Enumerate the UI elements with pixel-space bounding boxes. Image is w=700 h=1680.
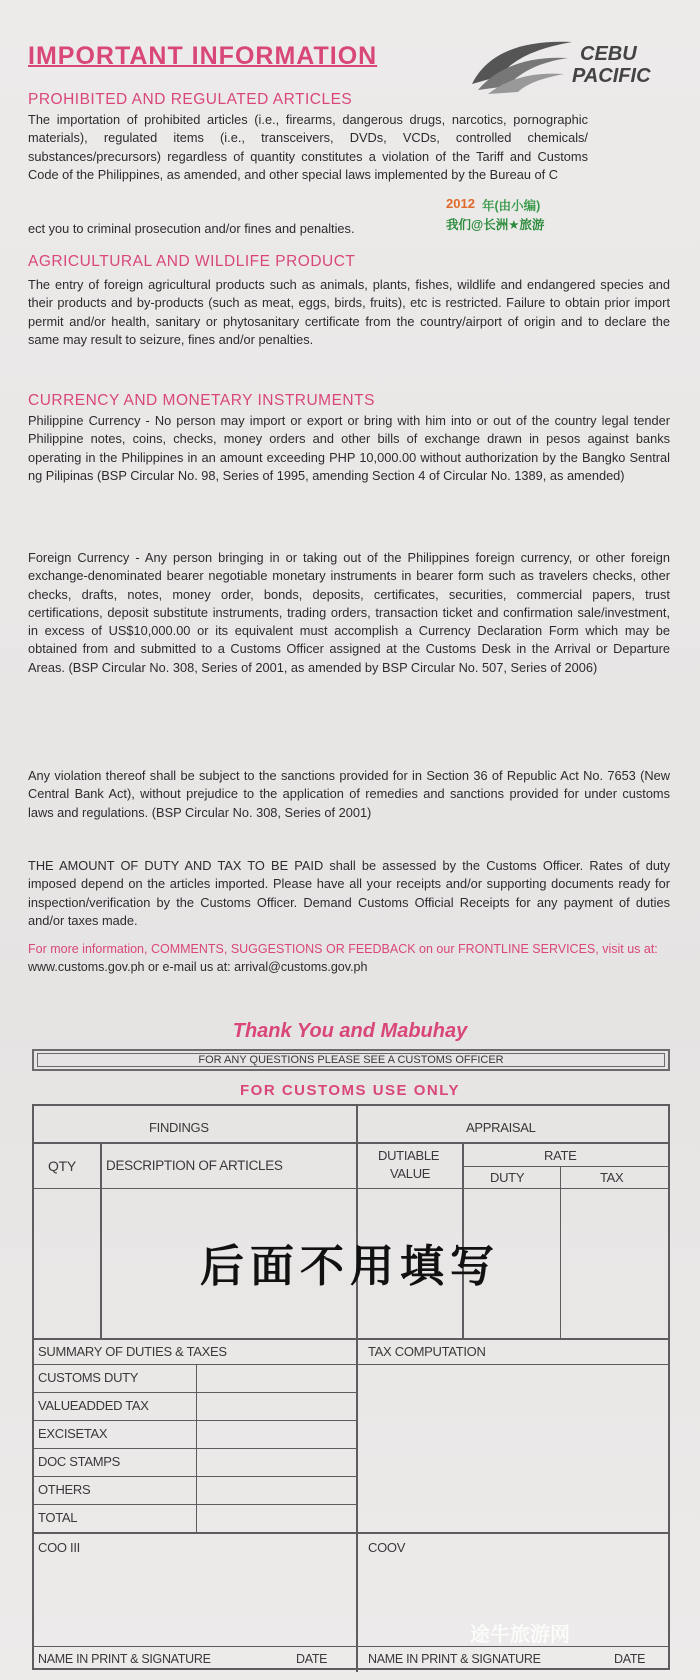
summary-row-excise-tax: EXCISETAX <box>38 1426 108 1441</box>
thank-you-line: Thank You and Mabuhay <box>232 1020 468 1042</box>
philippine-currency-body: Philippine Currency - No person may import or export or bring with him into or out of the country legal tender Philippine notes, coins, checks, money orders and other bills of exchange drawn in pesos against banks operating in the Philippines in an amount exceeding PHP 10,000.00 without authorization by the Bangko Sentral ng Pilipinas (BSP Circular No. 98, Series of 1995, amending Section 4 of Circular No. 1389, as amended) <box>28 413 670 483</box>
handwritten-year: 2012 <box>446 196 475 211</box>
summary-row-doc-stamps: DOC STAMPS <box>38 1454 120 1469</box>
description-header: DESCRIPTION OF ARTICLES <box>106 1158 283 1173</box>
qty-header: QTY <box>48 1158 76 1174</box>
summary-header: SUMMARY OF DUTIES & TAXES <box>38 1344 227 1359</box>
customs-website-link[interactable]: www.customs.gov.ph <box>28 960 145 974</box>
handwritten-note-1: 年(由小编) <box>482 199 541 213</box>
summary-row-others: OTHERS <box>38 1482 91 1497</box>
date-label-right: DATE <box>614 1652 646 1666</box>
logo-word-pacific: PACIFIC <box>572 65 651 87</box>
coov-label: COOV <box>368 1540 406 1555</box>
handwritten-note-2: 我们@长洲★旅游 <box>446 218 545 232</box>
value-header: VALUE <box>390 1166 431 1181</box>
appraisal-header: APPRAISAL <box>466 1120 536 1135</box>
customs-email-link[interactable]: arrival@customs.gov.ph <box>234 960 368 974</box>
prohibited-body-end: ect you to criminal prosecution and/or fines and penalties. <box>28 221 355 236</box>
signature-label-left: NAME IN PRINT & SIGNATURE <box>38 1652 211 1666</box>
rate-header: RATE <box>544 1148 577 1163</box>
more-info-red: For more information, COMMENTS, SUGGESTIONS OR FEEDBACK on our FRONTLINE SERVICES, visit us at: <box>28 942 658 956</box>
customs-use-heading: FOR CUSTOMS USE ONLY <box>239 1082 461 1099</box>
duty-body: THE AMOUNT OF DUTY AND TAX TO BE PAID shall be assessed by the Customs Officer. Rates of duty imposed depend on the articles imported. Please have all your receipts and/or supporting documents ready for inspection/verification by the Customs Officer. Demand Customs Official Receipts for any payment of duties and/or taxes made. <box>28 858 670 928</box>
section-title-agricultural: AGRICULTURAL AND WILDLIFE PRODUCT <box>28 253 356 270</box>
foreign-currency-body: Foreign Currency - Any person bringing in or taking out of the Philippines foreign currency, or other foreign exchange-denominated bearer negotiable monetary instruments in bearer form such as travelers checks, other checks, drafts, notes, money order, bonds, deposits, certificates, securities, commercial papers, trust certifications, deposit substitute instruments, trading orders, transaction ticket and confirmation sale/investment, in excess of US$10,000.00 or its equivalent must accomplish a Currency Declaration Form which may be obtained from and submitted to a Customs Officer assigned at the Customs Desk in the Arrival or Departure Areas. (BSP Circular No. 308, Series of 2001, as amended by BSP Circular No. 507, Series of 2006) <box>28 550 670 675</box>
signature-label-right: NAME IN PRINT & SIGNATURE <box>368 1652 541 1666</box>
violation-body: Any violation thereof shall be subject to the sanctions provided for in Section 36 of Republic Act No. 7653 (New Central Bank Act), without prejudice to the application of remedies and sanctions provided for under customs laws and regulations. (BSP Circular No. 308, Series of 2001) <box>28 768 670 820</box>
customs-use-form <box>32 1104 670 1670</box>
overlay-note-no-need-to-fill: 后面不用填写 <box>200 1241 500 1292</box>
summary-row-vat: VALUEADDED TAX <box>38 1398 149 1413</box>
questions-box: FOR ANY QUESTIONS PLEASE SEE A CUSTOMS OFFICER <box>32 1049 670 1071</box>
summary-row-customs-duty: CUSTOMS DUTY <box>38 1370 139 1385</box>
summary-row-total: TOTAL <box>38 1510 78 1525</box>
tax-header: TAX <box>600 1170 624 1185</box>
logo-word-cebu: CEBU <box>580 43 637 65</box>
date-label-left: DATE <box>296 1652 328 1666</box>
duty-header: DUTY <box>490 1170 525 1185</box>
cebu-pacific-logo <box>468 32 683 102</box>
tax-computation-header: TAX COMPUTATION <box>368 1344 486 1359</box>
page-title: IMPORTANT INFORMATION <box>28 42 378 70</box>
tuniu-watermark: 途牛旅游网 <box>470 1624 570 1646</box>
findings-header: FINDINGS <box>149 1120 209 1135</box>
coo-iii-label: COO III <box>38 1540 80 1555</box>
section-title-prohibited: PROHIBITED AND REGULATED ARTICLES <box>28 91 353 108</box>
prohibited-body: The importation of prohibited articles (i.e., firearms, dangerous drugs, narcotics, pornographic materials), regulated items (i.e., transceivers, DVDs, VCDs, controlled chemicals/ substances/precursors) regardless of quantity constitutes a violation of the Tariff and Customs Code of the Philippines, as amended, and other special laws implemented by the Bureau of C <box>28 112 588 182</box>
more-info: For more information, COMMENTS, SUGGESTIONS OR FEEDBACK on our FRONTLINE SERVICES, visit us at: www.customs.gov.ph or e-mail us at: arrival@customs.gov.ph <box>28 942 658 974</box>
cebu-pacific-wing-icon <box>468 32 578 94</box>
agricultural-body: The entry of foreign agricultural products such as animals, plants, fishes, wildlife and endangered species and their products and by-products (such as meat, eggs, birds, fruits), etc is restricted. Failure to obtain prior import permit and/or health, sanitary or phytosanitary certificate from the country/airport of origin and to declare the same may result to seizure, fines and/or penalties. <box>28 277 670 347</box>
section-title-currency: CURRENCY AND MONETARY INSTRUMENTS <box>28 392 375 409</box>
dutiable-header: DUTIABLE <box>378 1148 440 1163</box>
